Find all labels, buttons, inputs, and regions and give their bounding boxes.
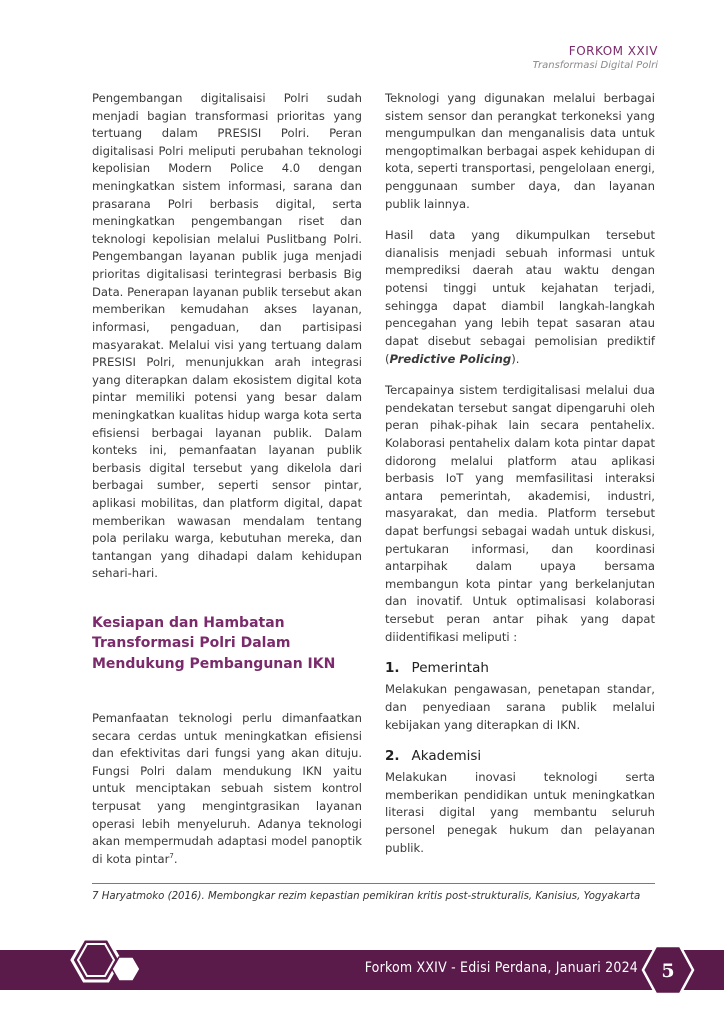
left-column — [92, 90, 362, 868]
page-number-badge — [640, 943, 696, 997]
footnote-ref: 7 — [169, 851, 174, 860]
right-paragraph-1: Teknologi yang digunakan melalui berbagai sistem sensor dan perangkat terkoneksi yang mengumpulkan dan menganalisis data untuk mengoptimalkan berbagai aspek kehidupan di kota, seperti transportasi, pengelolaan energi, penggunaan sumber daya, dan layanan publik lainnya. — [385, 91, 655, 211]
running-header — [533, 44, 658, 71]
list-item-number: 1. — [385, 660, 400, 677]
list-item-heading — [385, 660, 655, 676]
page-number: 5 — [661, 960, 675, 982]
predictive-policing-term: Predictive Policing — [389, 351, 512, 366]
header-subtitle: Transformasi Digital Polri — [532, 60, 658, 71]
right-paragraph-2-text-b: ). — [511, 351, 520, 366]
hexagon-decoration-icon — [50, 920, 160, 1000]
left-paragraph-1: Pengembangan digitalisaisi Polri sudah menjadi bagian transformasi prioritas yang tertuang dalam PRESISI Polri. Peran digitalisasi Polri meliputi perubahan teknologi kepolisian Modern Police 4.0 dengan meningkatkan sistem informasi, sarana dan prasarana Polri berbasis digital, serta meningkatkan pengembangan riset dan teknologi kepolisian melalui Puslitbang Polri. Pengembangan layanan publik juga menjadi prioritas digitalisasi terintegrasi berbasis Big Data. Penerapan layanan publik tersebut akan memberikan kemudahan akses layanan, informasi, pengaduan, dan partisipasi masyarakat. Melalui visi yang tertuang dalam PRESISI Polri, menunjukkan arah integrasi yang diterapkan dalam ekosistem digital kota pintar memiliki potensi yang besar dalam meningkatkan kualitas hidup warga kota serta efisiensi berbagai layanan publik. Dalam konteks ini, pemanfaatan layanan publik berbasis digital tersebut yang dikelola dari berbagai sumber, seperti sensor pintar, aplikasi mobilitas, dan platform digital, dapat memberikan wawasan mendalam tentang pola perilaku warga, kebutuhan mereka, dan tantangan yang dihadapi dalam kehidupan sehari-hari. — [92, 91, 362, 581]
right-paragraph-3: Tercapainya sistem terdigitalisasi melalui dua pendekatan tersebut sangat dipengaruhi oleh peran pihak-pihak lain secara pentahelix. Kolaborasi pentahelix dalam kota pintar dapat didorong melalui platform atau aplikasi berbasis IoT yang memfasilitasi interaksi antara pemerintah, akademisi, industri, masyarakat, dan media. Platform tersebut dapat berfungsi sebagai wadah untuk diskusi, pertukaran informasi, dan koordinasi antarpihak dalam upaya bersama membangun kota pintar yang berkelanjutan dan inovatif. Untuk optimalisasi kolaborasi tersebut peran antar pihak yang dapat diidentifikasi meliputi : — [385, 383, 655, 644]
list-item-title: Akademisi — [411, 748, 482, 765]
right-paragraph-2-text-a: Hasil data yang dikumpulkan tersebut dianalisis menjadi sebuah informasi untuk memprediksi daerah atau waktu dengan potensi tinggi untuk kejahatan terjadi, sehingga dapat diambil langkah-langkah pencegahan yang lebih tepat sasaran atau dapat disebut sebagai pemolisian prediktif ( — [385, 228, 655, 366]
list-item-heading — [385, 748, 655, 764]
right-column — [385, 90, 655, 871]
header-title: FORKOM XXIV — [568, 44, 658, 58]
list-item-text: Melakukan pengawasan, penetapan standar, dan penyediaan sarana publik melalui kebijakan yang diterapkan di IKN. — [385, 682, 655, 732]
footnote: 7 Haryatmoko (2016). Membongkar rezim kepastian pemikiran kritis post-strukturalis, Kanisius, Yogyakarta — [92, 891, 641, 902]
left-paragraph-2 — [92, 710, 362, 868]
right-paragraph-2 — [385, 227, 655, 368]
footer-text: Forkom XXIV - Edisi Perdana, Januari 2024 — [364, 960, 638, 976]
section-heading: Kesiapan dan Hambatan Transformasi Polri Dalam Mendukung Pembangunan IKN — [92, 615, 336, 672]
left-paragraph-2-end: . — [173, 851, 178, 866]
list-item-text: Melakukan inovasi teknologi serta memberikan pendidikan untuk meningkatkan literasi digital yang membantu seluruh personel penegak hukum dan pelayanan publik. — [385, 770, 655, 855]
footnote-divider — [92, 883, 655, 884]
list-item-title: Pemerintah — [411, 660, 489, 677]
left-paragraph-2-text: Pemanfaatan teknologi perlu dimanfaatkan secara cerdas untuk meningkatkan efisiensi dan efektivitas dari fungsi yang akan dituju. Fungsi Polri dalam mendukung IKN yaitu untuk menciptakan sebuah sistem kontrol terpusat yang mengintgrasikan layanan operasi lebih menyeluruh. Adanya teknologi akan mempermudah adaptasi model panoptik di kota pintar — [92, 710, 362, 866]
list-item-number: 2. — [385, 748, 400, 765]
